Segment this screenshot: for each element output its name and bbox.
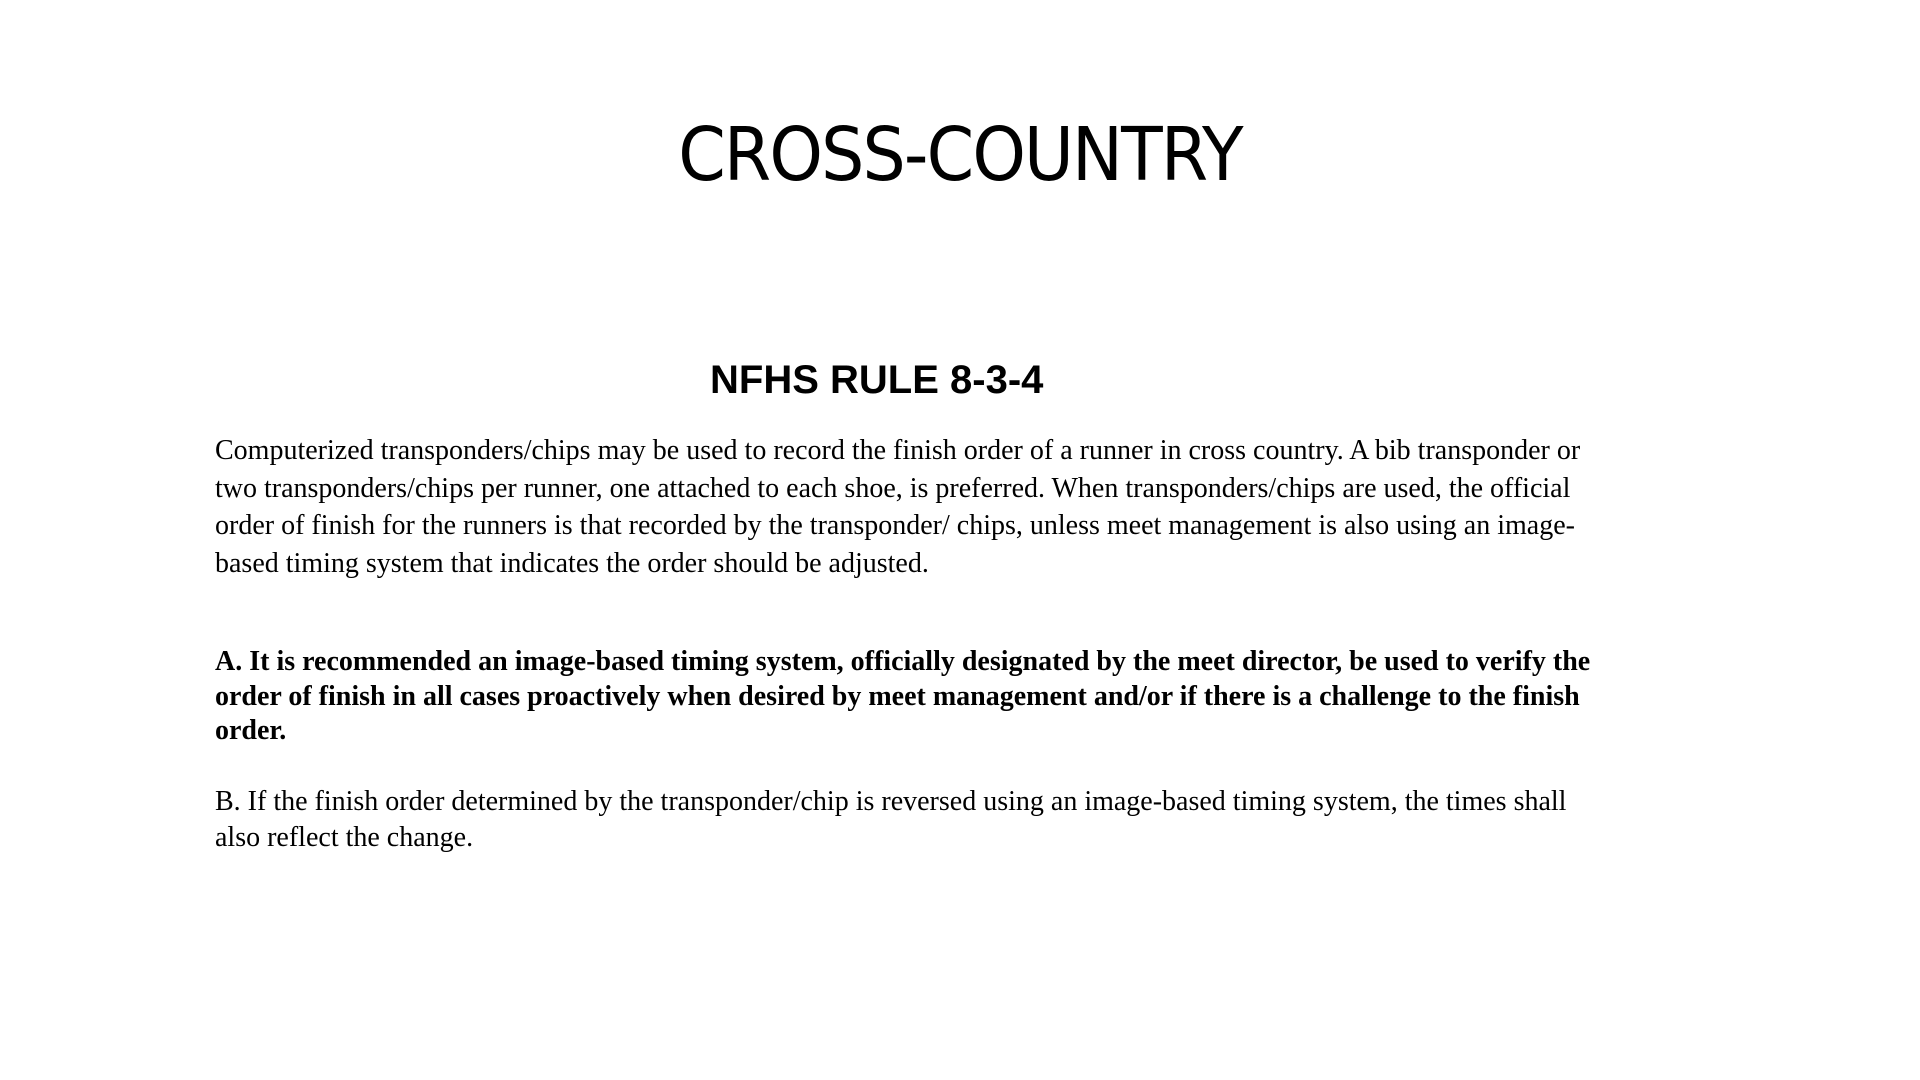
rule-paragraph-main: Computerized transponders/chips may be used to record the finish order of a runner in cross country. A bib transponder or two transponders/chips per runner, one attached to each shoe, is preferred. When transponders/chips are used, the official order of finish for the runners is that recorded by the transponder/ chips, unless meet management is also using an image-based timing system that indicates the order should be adjusted. xyxy=(215,435,1581,579)
rule-heading: NFHS RULE 8-3-4 xyxy=(710,358,1044,402)
rule-paragraph-b: B. If the finish order determined by the transponder/chip is reversed using an image-based timing system, the times shall also reflect the change. xyxy=(215,786,1567,853)
slide-title: CROSS-COUNTRY xyxy=(678,112,1242,198)
rule-paragraph-a: A. It is recommended an image-based timing system, officially designated by the meet director, be used to verify the order of finish in all cases proactively when desired by meet management and/or if there is a challenge to the finish order. xyxy=(215,646,1591,746)
